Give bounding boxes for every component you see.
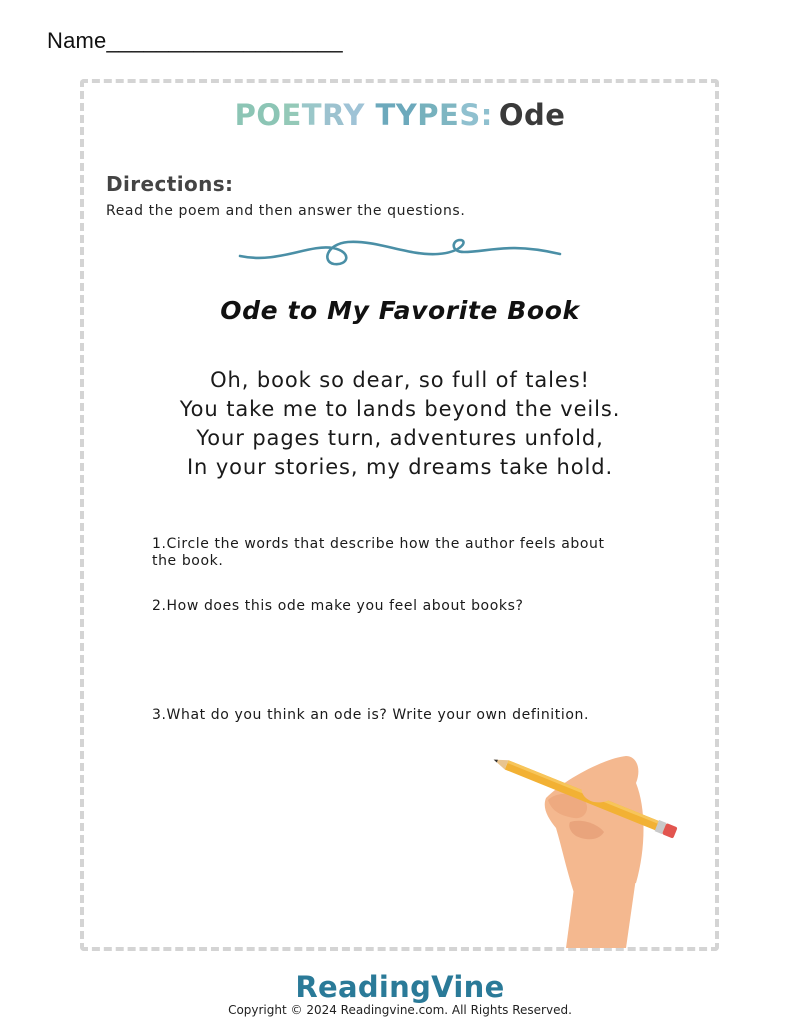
title-prefix-letter: E	[281, 98, 302, 132]
poem-line: In your stories, my dreams take hold.	[186, 455, 614, 479]
title-prefix-letter	[365, 98, 376, 132]
question-1: 1.Circle the words that describe how the author feels about the book.	[152, 536, 605, 569]
title-prefix-letter: Y	[395, 98, 418, 132]
title-prefix-letter: Y	[343, 98, 365, 132]
title-prefix-letter: R	[322, 98, 344, 132]
title-prefix-letter: E	[439, 98, 460, 132]
title-prefix-letter: T	[375, 98, 396, 132]
squiggle-divider-icon	[238, 234, 562, 274]
question-2: 2.How does this ode make you feel about books?	[152, 598, 524, 614]
poem-line: Your pages turn, adventures unfold,	[196, 426, 604, 450]
poem-line: You take me to lands beyond the veils.	[179, 397, 621, 421]
title-prefix-letter: P	[417, 98, 440, 132]
title-prefix-letter: O	[256, 98, 282, 132]
title-prefix	[235, 98, 493, 132]
hand-with-pencil-icon	[486, 748, 686, 948]
title-prefix-letter: P	[234, 98, 257, 132]
worksheet-title	[0, 98, 800, 132]
poem	[0, 366, 800, 482]
directions-text: Read the poem and then answer the questions.	[106, 203, 466, 219]
copyright-text: Copyright © 2024 Readingvine.com. All Rights Reserved.	[228, 1003, 572, 1017]
title-prefix-letter: S	[459, 98, 481, 132]
brand-logo: ReadingVine	[295, 970, 505, 1004]
title-prefix-letter: T	[301, 98, 323, 132]
name-field[interactable]: Name___________________	[47, 28, 343, 53]
question-3: 3.What do you think an ode is? Write your own definition.	[152, 707, 590, 723]
title-word: Ode	[498, 98, 566, 132]
poem-title: Ode to My Favorite Book	[220, 296, 580, 325]
poem-line: Oh, book so dear, so full of tales!	[210, 368, 590, 392]
title-prefix-letter: :	[480, 98, 493, 132]
directions-heading: Directions:	[106, 172, 234, 196]
